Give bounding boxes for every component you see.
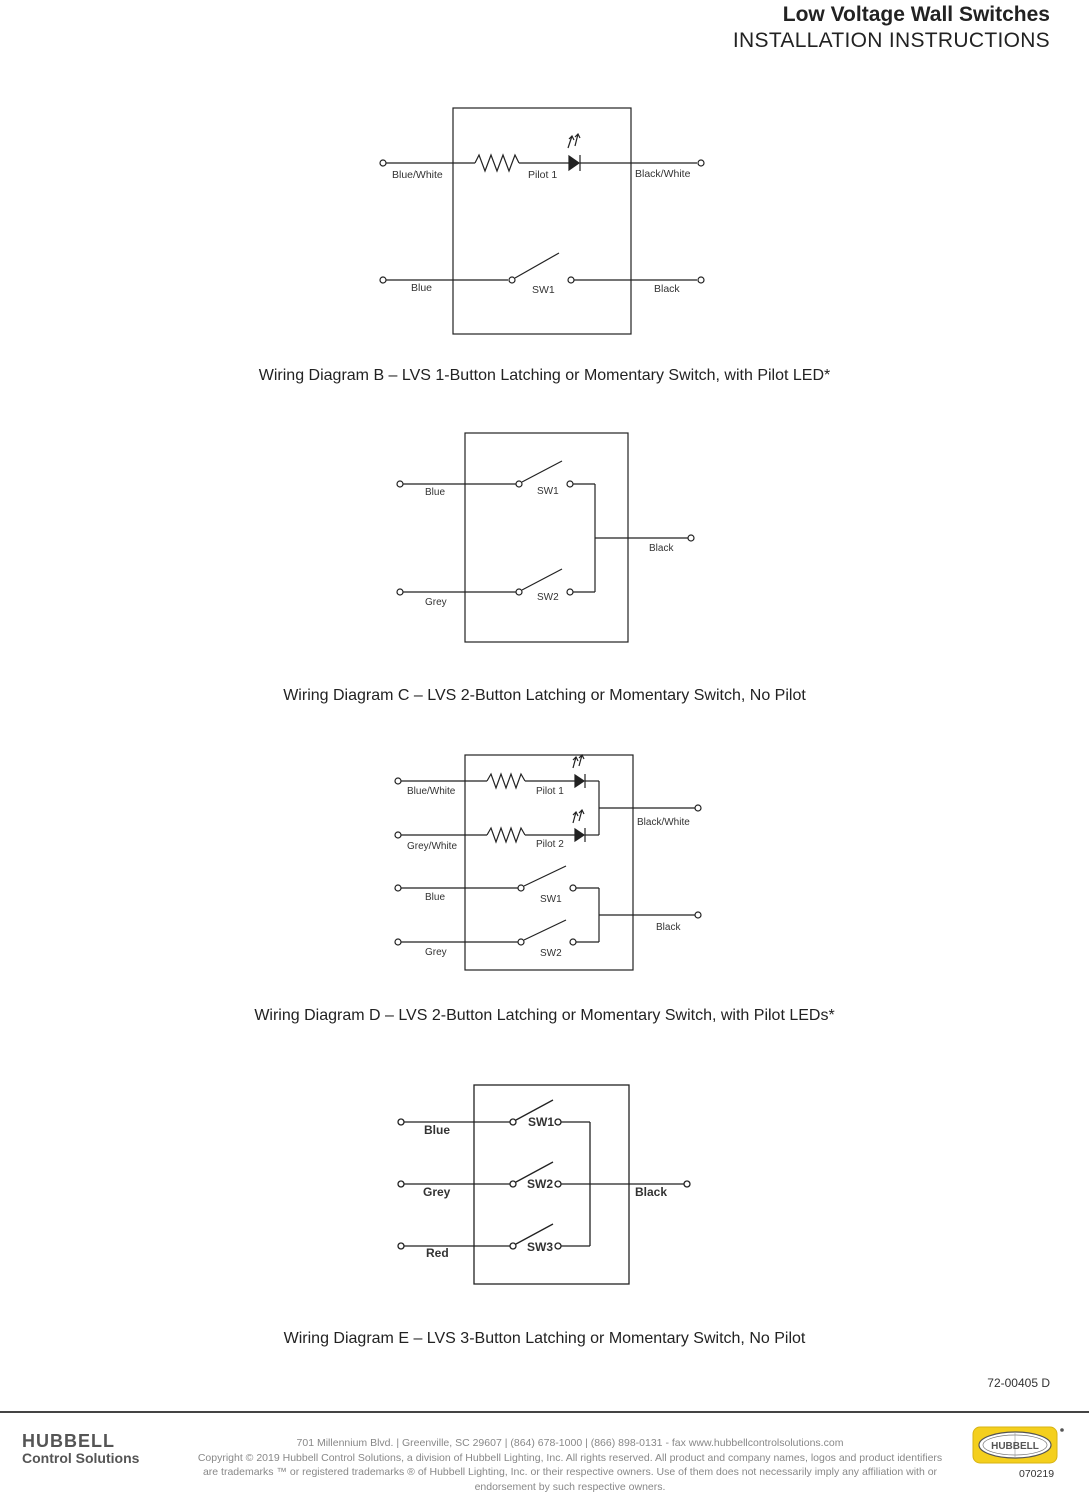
label-sw3: SW3	[527, 1240, 554, 1254]
footer-text	[190, 1436, 950, 1494]
label-blue: Blue	[411, 282, 433, 294]
caption-diagram-c: Wiring Diagram C – LVS 2-Button Latching or Momentary Switch, No Pilot	[283, 687, 806, 704]
label-sw1: SW1	[532, 284, 555, 296]
page-header	[733, 2, 1050, 54]
label-pilot-1: Pilot 1	[536, 786, 564, 797]
footer-code: 070219	[1019, 1468, 1055, 1480]
label-sw1: SW1	[528, 1115, 555, 1129]
label-sw1: SW1	[540, 894, 562, 905]
caption-diagram-d: Wiring Diagram D – LVS 2-Button Latching or Momentary Switch, with Pilot LEDs*	[254, 1007, 835, 1024]
label-sw2: SW2	[540, 948, 562, 959]
label-grey: Grey	[423, 1185, 451, 1199]
document-number: 72-00405 D	[987, 1376, 1050, 1390]
brand-name: HUBBELL	[22, 1431, 115, 1451]
label-grey-white: Grey/White	[407, 841, 458, 852]
label-blue: Blue	[425, 892, 446, 903]
label-blue: Blue	[425, 487, 446, 498]
page-title: Low Voltage Wall Switches	[782, 3, 1050, 26]
label-blue-white: Blue/White	[407, 786, 456, 797]
brand-subtitle: Control Solutions	[22, 1450, 140, 1466]
caption-diagram-b: Wiring Diagram B – LVS 1-Button Latching or Momentary Switch, with Pilot LED*	[258, 367, 831, 384]
footer-address: 701 Millennium Blvd. | Greenville, SC 29607 | (864) 678-1000 | (866) 898-0131 - fax www.hubbellcontrolsolutions.com	[296, 1437, 844, 1449]
caption-diagram-e: Wiring Diagram E – LVS 3-Button Latching or Momentary Switch, No Pilot	[283, 1330, 806, 1347]
label-black: Black	[656, 922, 681, 933]
hubbell-control-solutions-logo	[22, 1432, 139, 1466]
label-red: Red	[426, 1246, 449, 1260]
label-sw1: SW1	[537, 486, 559, 497]
label-black: Black	[635, 1185, 668, 1199]
wiring-diagram-e	[0, 1078, 1089, 1298]
wiring-diagram-b	[0, 100, 1089, 340]
label-grey: Grey	[425, 597, 447, 608]
wiring-diagram-d	[0, 745, 1089, 975]
footer-copyright: Copyright © 2019 Hubbell Control Solutions, a division of Hubbell Lighting, Inc. All rights reserved. All product and company names, logos and product identifiers are trademarks ™ or registered trademarks ® of Hubbell Lighting, Inc. or their respective owners. Use of them does not necessarily imply any affiliation with or endorsement by such respective owners.	[197, 1451, 943, 1493]
label-sw2: SW2	[537, 592, 559, 603]
hubbell-seal-logo	[972, 1426, 1067, 1466]
seal-logo-text: HUBBELL	[991, 1441, 1039, 1452]
label-blue-white: Blue/White	[392, 169, 443, 181]
label-black-white: Black/White	[635, 168, 691, 180]
footer-divider	[0, 1411, 1089, 1413]
label-grey: Grey	[425, 947, 447, 958]
label-sw2: SW2	[527, 1177, 554, 1191]
label-black-white: Black/White	[637, 817, 690, 828]
wiring-diagram-c	[0, 425, 1089, 645]
label-pilot-2: Pilot 2	[536, 839, 564, 850]
label-pilot-1: Pilot 1	[528, 169, 558, 181]
label-black: Black	[649, 543, 674, 554]
page-subtitle: INSTALLATION INSTRUCTIONS	[732, 29, 1050, 52]
label-black: Black	[654, 283, 680, 295]
label-blue: Blue	[424, 1123, 451, 1137]
